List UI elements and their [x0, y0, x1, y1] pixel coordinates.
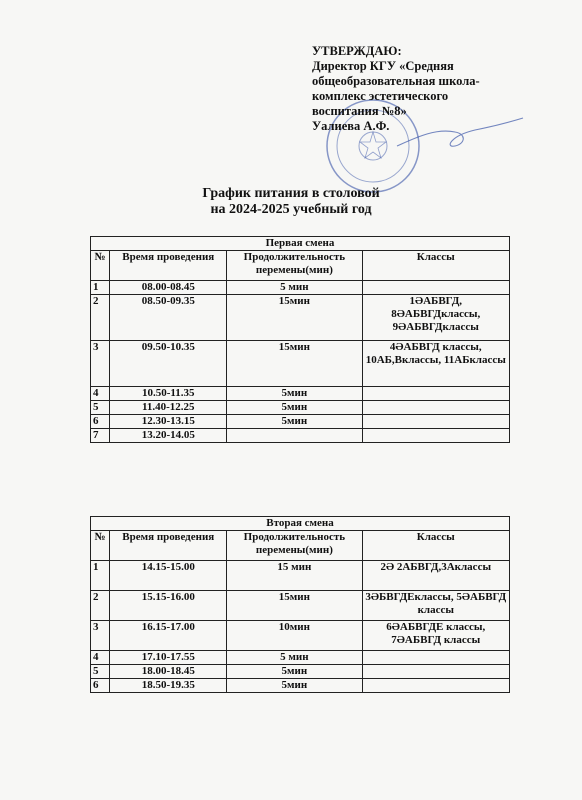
col-header-time: Время проведения — [110, 531, 227, 561]
approval-line: общеобразовательная школа- — [312, 74, 480, 88]
table-row: 1 14.15-15.00 15 мин 2Ә 2АБВГД,3Аклассы — [91, 561, 510, 591]
table-row: 3 16.15-17.00 10мин 6ӘАБВГДЕ классы, 7ӘАБВГД классы — [91, 621, 510, 651]
first-shift-table — [90, 236, 510, 443]
table-row: 6 12.30-13.15 5мин — [91, 415, 510, 429]
col-header-duration: Продолжительность перемены(мин) — [227, 531, 362, 561]
approval-block — [312, 44, 562, 134]
approval-line: комплекс эстетического — [312, 89, 449, 103]
second-shift-table — [90, 516, 510, 693]
table-row: 2 15.15-16.00 15мин 3ӘБВГДЕклассы, 5ӘАБВГД классы — [91, 591, 510, 621]
col-header-num: № — [91, 251, 110, 281]
table-row: 2 08.50-09.35 15мин 1ӘАБВГД, 8ӘАБВГДклассы, 9ӘАБВГДклассы — [91, 295, 510, 341]
approval-line: воспитания №8» — [312, 104, 407, 118]
table-row: 5 18.00-18.45 5мин — [91, 665, 510, 679]
col-header-classes: Классы — [362, 531, 509, 561]
col-header-num: № — [91, 531, 110, 561]
document-subtitle: на 2024-2025 учебный год — [210, 202, 372, 217]
col-header-classes: Классы — [362, 251, 509, 281]
table-title: Первая смена — [91, 237, 510, 251]
col-header-duration: Продолжительность перемены(мин) — [227, 251, 362, 281]
table-row: 5 11.40-12.25 5мин — [91, 401, 510, 415]
approval-line: УТВЕРЖДАЮ: — [312, 44, 402, 58]
table-row: 4 10.50-11.35 5мин — [91, 387, 510, 401]
table-row: 4 17.10-17.55 5 мин — [91, 651, 510, 665]
table-row: 3 09.50-10.35 15мин 4ӘАБВГД классы, 10АБ,Вклассы, 11АБклассы — [91, 341, 510, 387]
table-row: 6 18.50-19.35 5мин — [91, 679, 510, 693]
document-title: График питания в столовой — [202, 186, 380, 201]
col-header-time: Время проведения — [110, 251, 227, 281]
table-row: 1 08.00-08.45 5 мин — [91, 281, 510, 295]
table-title: Вторая смена — [91, 517, 510, 531]
approval-line: Уалиева А.Ф. — [312, 119, 390, 133]
table-row: 7 13.20-14.05 — [91, 429, 510, 443]
approval-line: Директор КГУ «Средняя — [312, 59, 454, 73]
